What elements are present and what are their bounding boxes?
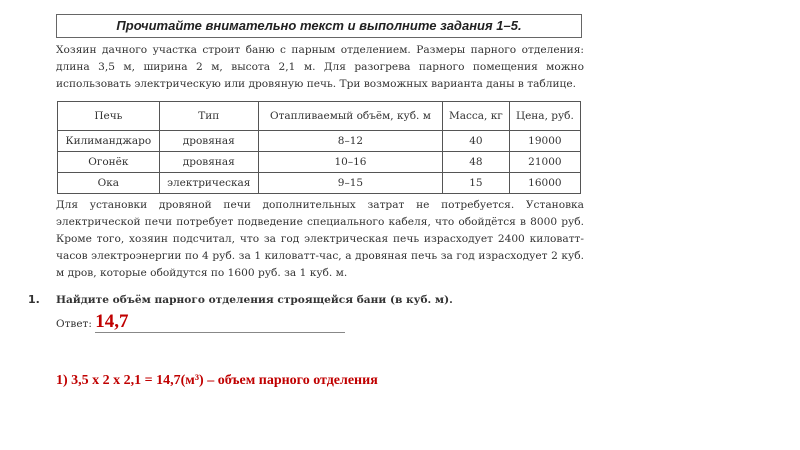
column-header: Масса, кг (443, 102, 510, 131)
cell: Килиманджаро (58, 131, 160, 152)
stoves-table (57, 101, 581, 194)
table-row (58, 152, 581, 173)
column-header: Отапливаемый объём, куб. м (258, 102, 442, 131)
column-header: Печь (58, 102, 160, 131)
cell: Огонёк (58, 152, 160, 173)
cell: 19000 (509, 131, 580, 152)
answer-label: Ответ: (56, 318, 92, 330)
cell: Ока (58, 173, 160, 194)
cell: 16000 (509, 173, 580, 194)
answer-line (56, 312, 345, 333)
cell: дровяная (159, 152, 258, 173)
cell: 15 (443, 173, 510, 194)
task-question: Найдите объём парного отделения строящейся бани (в куб. м). (56, 294, 453, 306)
solution-text: 1) 3,5 x 2 x 2,1 = 14,7(м³) – объем парного отделения (56, 373, 378, 388)
cell: 40 (443, 131, 510, 152)
cell: 21000 (509, 152, 580, 173)
cell: 48 (443, 152, 510, 173)
table-header-row (58, 102, 581, 131)
cell: электрическая (159, 173, 258, 194)
instructions-header: Прочитайте внимательно текст и выполните задания 1–5. (56, 14, 582, 38)
table-row (58, 173, 581, 194)
cell: дровяная (159, 131, 258, 152)
cell: 9–15 (258, 173, 442, 194)
cell: 10–16 (258, 152, 442, 173)
conditions-text: Для установки дровяной печи дополнительных затрат не потребуется. Установка электрической печи потребует подведение специального кабеля, что обойдётся в 8000 руб. Кроме того, хозяин подсчитал, что за год электрическая печь израсходует 2400 киловатт-часов электроэнергии по 4 руб. за 1 киловатт-час, а дровяная печь за год израсходует 2 куб. м дров, которые обойдутся по 1600 руб. за 1 куб. м. (56, 199, 584, 279)
task-number: 1. (28, 293, 40, 306)
column-header: Тип (159, 102, 258, 131)
table-row (58, 131, 581, 152)
intro-text: Хозяин дачного участка строит баню с парным отделением. Размеры парного отделения: длина 3,5 м, ширина 2 м, высота 2,1 м. Для разогрева парного помещения можно использовать электрическую или дровяную печь. Три возможных варианта даны в таблице. (56, 44, 584, 90)
column-header: Цена, руб. (509, 102, 580, 131)
answer-value: 14,7 (95, 312, 345, 333)
cell: 8–12 (258, 131, 442, 152)
